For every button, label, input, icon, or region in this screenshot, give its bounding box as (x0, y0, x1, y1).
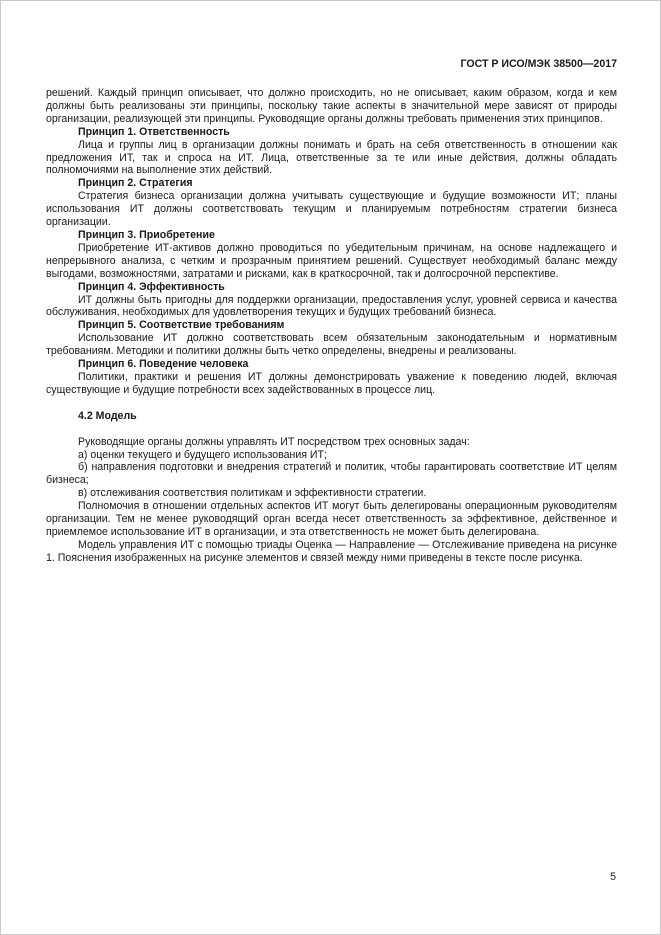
heading: Принцип 1. Ответственность (78, 125, 230, 138)
document-body (46, 87, 617, 565)
paragraph: ИТ должны быть пригодны для поддержки организации, предоставления услуг, уровней сервиса и качества обслуживания, необходимых для удовлетворения текущих и будущих требований бизнеса. (46, 293, 617, 319)
paragraph: Модель управления ИТ с помощью триады Оценка — Направление — Отслеживание приведена на рисунке 1. Пояснения изображенных на рисунке элементов и связей между ними приведены в тексте после рисунка. (46, 538, 617, 564)
paragraph: Использование ИТ должно соответствовать всем обязательным законодательным и нормативным требованиям. Методики и политики должны быть четко определены, внедрены и реализованы. (46, 332, 617, 358)
paragraph: а) оценки текущего и будущего использования ИТ; (78, 448, 327, 461)
paragraph: б) направления подготовки и внедрения стратегий и политик, чтобы гарантировать соответствие ИТ целям бизнеса; (46, 461, 617, 487)
heading: Принцип 4. Эффективность (78, 280, 225, 293)
paragraph: Политики, практики и решения ИТ должны демонстрировать уважение к поведению людей, включая существующие и будущие потребности всех задействованных в процессе лиц. (46, 370, 617, 396)
heading: Принцип 6. Поведение человека (78, 358, 249, 371)
heading: Принцип 3. Приобретение (78, 228, 215, 241)
document-header: ГОСТ Р ИСО/МЭК 38500—2017 (460, 58, 617, 70)
paragraph: Лица и группы лиц в организации должны понимать и брать на себя ответственность в отношении как предложения ИТ, так и спроса на ИТ. Лица, ответственные за те или иные действия, должны обладать полномочиями на выполнение этих действий. (46, 138, 617, 177)
page-content (46, 58, 617, 565)
heading: 4.2 Модель (78, 409, 137, 422)
paragraph: Руководящие органы должны управлять ИТ посредством трех основных задач: (78, 435, 470, 448)
paragraph: Приобретение ИТ-активов должно проводиться по убедительным причинам, на основе надлежащего и непрерывного анализа, с четким и прозрачным принятием решений. Существует необходимый баланс между выгодами, возможностями, затратами и рисками, как в краткосрочной, так и долгосрочной перспективе. (46, 241, 617, 280)
page-number: 5 (610, 871, 616, 883)
paragraph: решений. Каждый принцип описывает, что должно происходить, но не описывает, каким образом, когда и кем должны быть реализованы эти принципы, поскольку такие аспекты в значительной мере зависят от природы организации, реализующей эти принципы. Руководящие органы должны требовать применения этих принципов. (46, 87, 617, 125)
paragraph: в) отслеживания соответствия политикам и эффективности стратегии. (78, 487, 427, 500)
heading: Принцип 2. Стратегия (78, 177, 193, 190)
heading: Принцип 5. Соответствие требованиям (78, 319, 285, 332)
paragraph: Полномочия в отношении отдельных аспектов ИТ могут быть делегированы операционным руководителям организации. Тем не менее руководящий орган всегда несет ответственность за эффективное, действенное и приемлемое использование ИТ в организации, и эта ответственность не может быть делегирована. (46, 500, 617, 538)
paragraph: Стратегия бизнеса организации должна учитывать существующие и будущие возможности ИТ; планы использования ИТ должны соответствовать текущим и планируемым потребностям стратегии бизнеса организации. (46, 190, 617, 229)
